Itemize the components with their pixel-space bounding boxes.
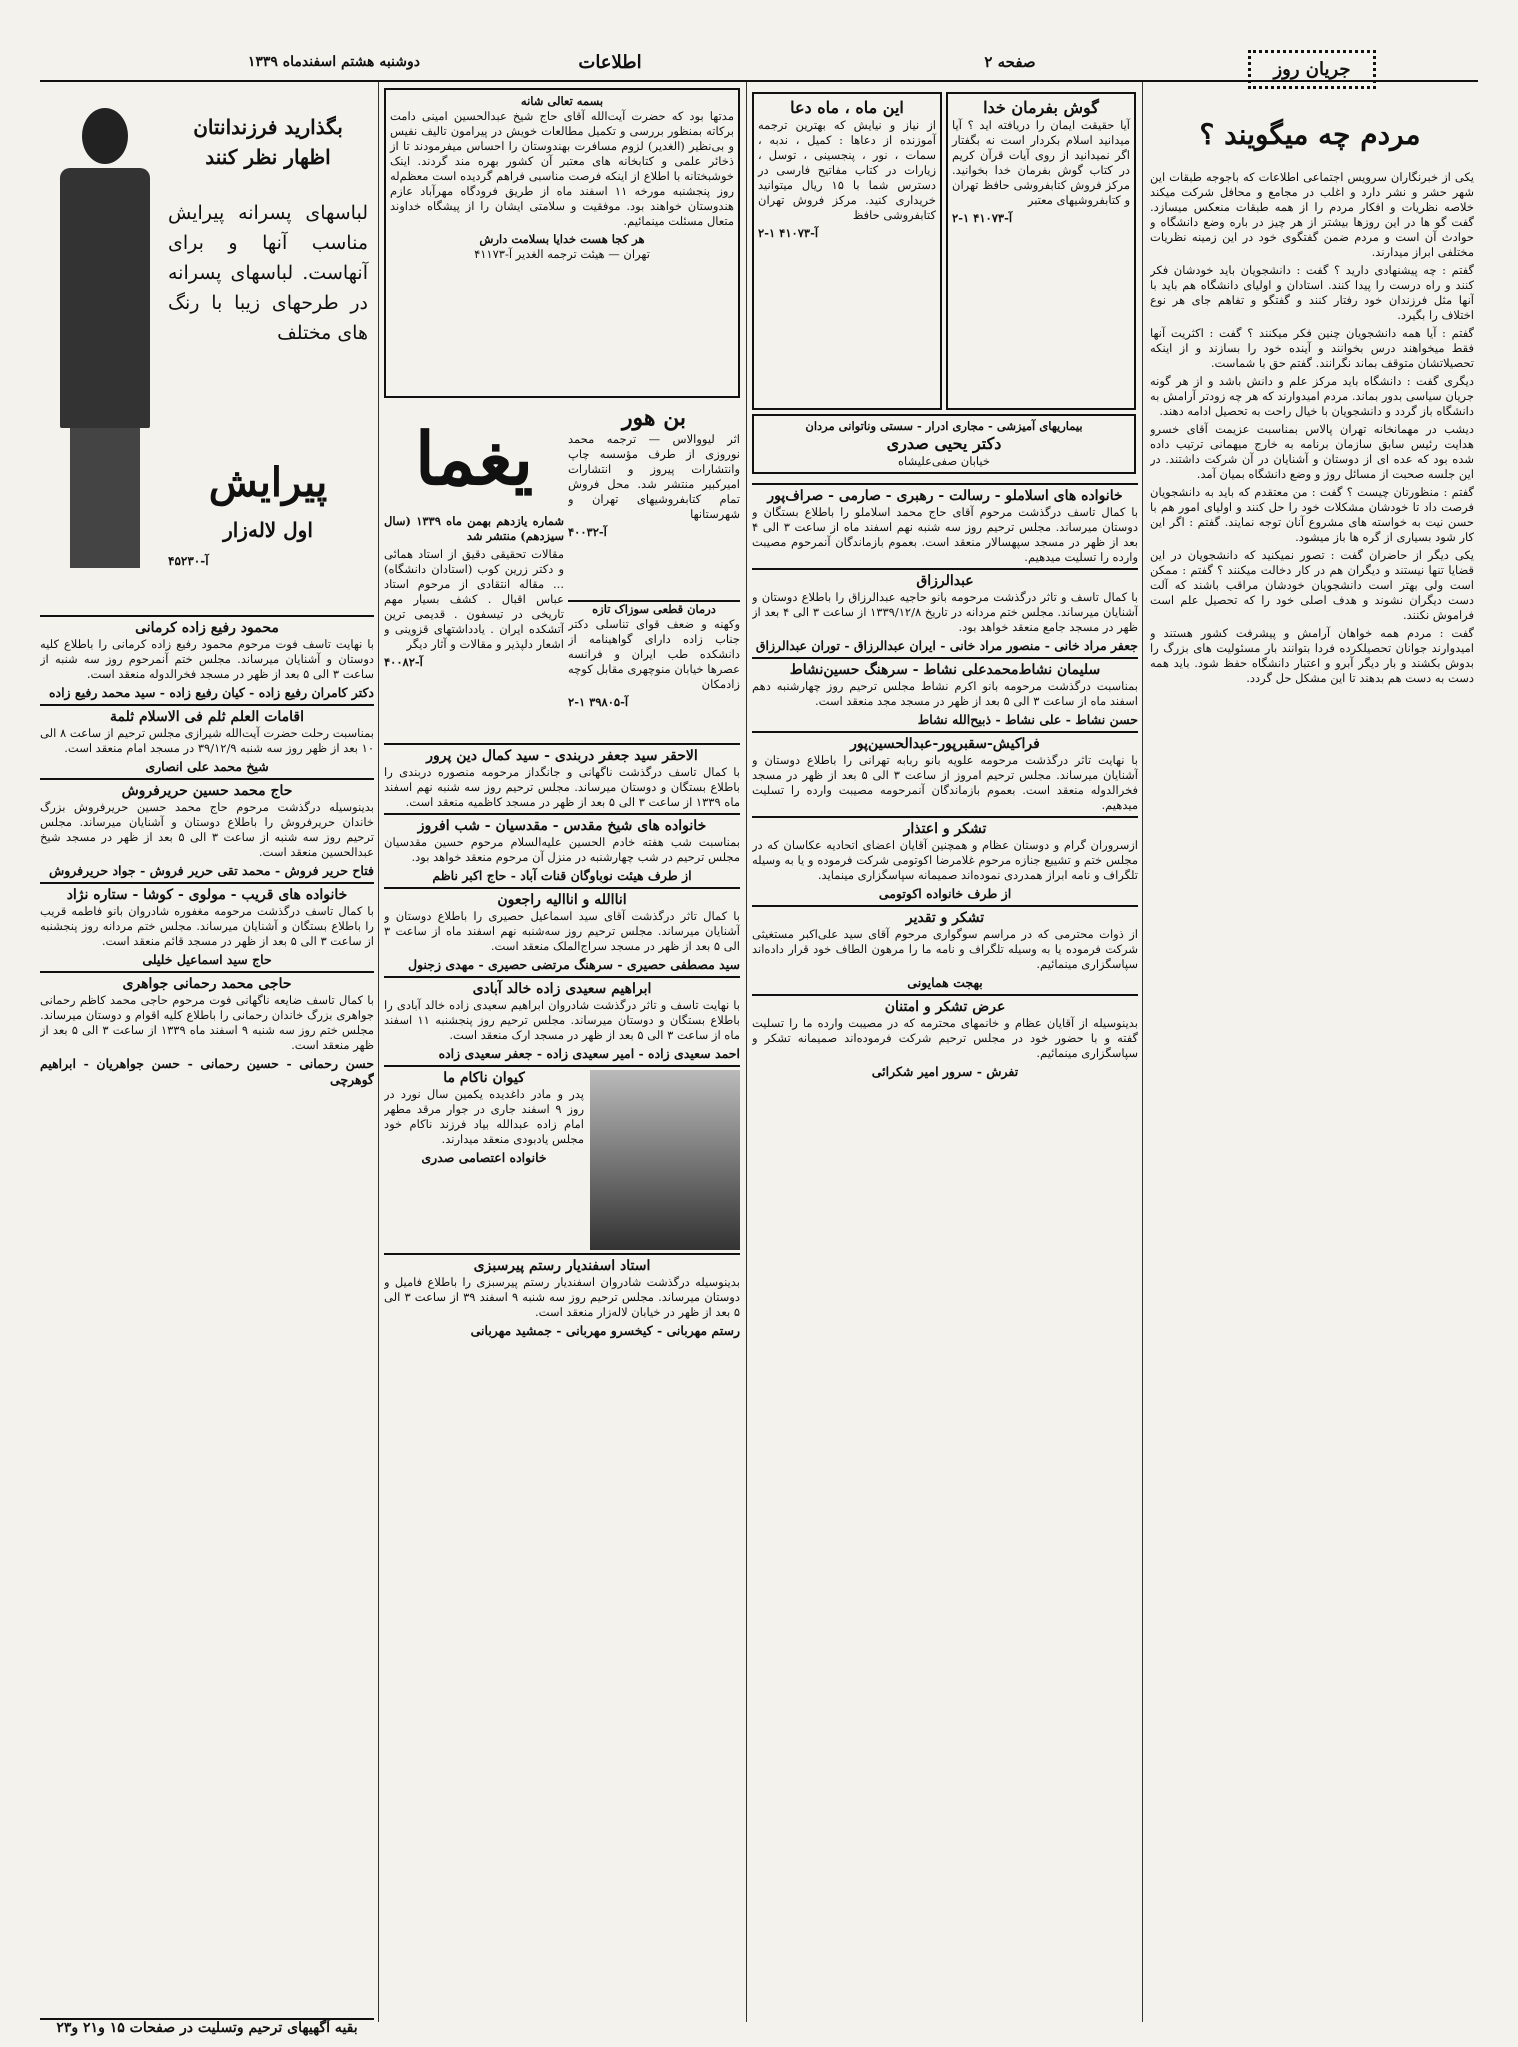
notice (384, 743, 740, 810)
quran-ad-ref: تهران — هیئت ترجمه الغدیر آ-۴۱۱۷۳ (474, 247, 650, 261)
notice-body: بمناسبت رحلت حضرت آیت‌الله شیرازی مجلس ترحیم از ساعت ۸ الی ۱۰ بعد از ظهر روز سه شنبه ۳۹/۱۲/۹ در مسجد امام منعقد است. (40, 726, 374, 755)
header-page: صفحه ۲ (984, 53, 1036, 71)
notice-body: با نهایت تاثر درگذشت مرحومه علویه بانو ربابه تهرانی را باطلاع دوستان و آشنایان میرساند. مجلس ترحیم امروز از ساعت ۳ الی ۵ بعد از ظهر در مسجد فخرالدوله منعقد است. بعموم بازماندگان آنمرحومه مصیبت وارده را تسلیت میدهیم. (752, 753, 1138, 812)
notice-sign: از طرف هیئت نوباوگان قنات آباد - حاج اکبر ناظم (432, 868, 692, 883)
paragraph: دیگری گفت : دانشگاه باید مرکز علم و دانش باشد و از هر گونه جریان سیاسی بدور بماند. مردم امیدوارند که هر چه زودتر آرامش به دانشگاه باز گردد و دانشجویان با خیال راحت به تحصیل ادامه دهند. (1150, 374, 1474, 418)
clothing-address: اول لاله‌زار (223, 518, 313, 542)
notice (40, 882, 374, 968)
corner-box: جریان روز (1248, 50, 1376, 89)
notice-sign: دکتر کامران رفیع زاده - کیان رفیع زاده - سید محمد رفیع زاده (48, 685, 374, 700)
notice-title: استاد اسفندیار رستم پیرسبزی (473, 1258, 651, 1274)
magazine-ref: آ-۴۰۰۸۲ (384, 655, 423, 669)
notice (384, 887, 740, 973)
notice (384, 1253, 740, 1339)
header-date: دوشنبه هشتم اسفندماه ۱۳۳۹ (247, 54, 420, 70)
quran-ad-body: مدتها بود که حضرت آیت‌الله آقای حاج شیخ عبدالحسین امینی دامت برکاته بمنظور بررسی و تکمیل مطالعات خویش در پیرامون تالیف نفیس و بی‌نظیر (الغدیر) لزوم مسافرت بهندوستان را احساس میفرمودند تا از ذخائر علمی و کتابخانه های معتبر آن کشور بهره مند گردند. اینک خوشبختانه با اطلاع از اینکه فرصت مناسبی فراهم گردیده است معظم‌له روز پنجشنبه مورخه ۱۱ اسفند ماه از طریق فرودگاه مهرآباد عازم هندوستان خواهند بود. موفقیت و سلامتی ایشان را از پیشگاه خداوند متعال مسئلت مینمائیم. (390, 109, 735, 228)
notice (752, 994, 1138, 1080)
notice-sign: بهجت همایونی (907, 975, 983, 990)
quran-ad-title: بسمه تعالی شانه (520, 94, 604, 108)
paragraph: یکی از خبرنگاران سرویس اجتماعی اطلاعات که باجوجه طبقات این شهر حشر و نشر دارد و اغلب در مجامع و محافل شرکت میکند خلاصه نظریات و افکار مردم را از همه طبقات منعکس میسازد. گفت گو ها در این روزها بیشتر از هر چیز در باره وضع دانشگاه و حوادث آن است و مردم ضمن گفتگوی خود در این زمینه نظریات مختلفی ابراز میدارند. (1150, 170, 1474, 259)
magazine-subtitle: شماره یازدهم بهمن ماه ۱۳۳۹ (سال سیزدهم) منتشر شد (384, 514, 564, 543)
book-ref: آ-۴۰۰۳۲ (568, 525, 607, 539)
notice-body: پدر و مادر داغدیده یکمین سال نورد در روز ۹ اسفند جاری در جوار مرقد مطهر امام زاده عبدالله بیاد فرزند ناکام خود مجلس یادبودی منعقد میدارند. (384, 1087, 584, 1146)
notice (752, 731, 1138, 813)
notice-sign: حسن نشاط - علی نشاط - ذبیح‌الله نشاط (917, 712, 1138, 727)
boy-illustration (50, 108, 160, 578)
notice (384, 976, 740, 1062)
clothing-ad (40, 88, 374, 608)
clothing-body: لباسهای پسرانه پیرایش مناسب آنها و برای آنهاست. لباسهای پسرانه در طرحهای زیبا با رنگ های مختلف (168, 202, 368, 344)
notice-title: اقامات العلم ثلم فی الاسلام ثلمة (110, 709, 304, 725)
notice-body: با کمال تاسف درگذشت مرحوم آقای حاج محمد اسلاملو را باطلاع بستگان و دوستان میرساند. مجلس ترحیم روز سه شنبه نهم اسفند ماه از ساعت ۳ الی ۴ بعد از ظهر در مسجد سپهسالار منعقد است. بعموم بازماندگان آنمرحوم مصیبت وارده را تسلیت میدهیم. (752, 505, 1138, 564)
notice (40, 778, 374, 879)
notice-title: اناالله و اناالیه راجعون (497, 892, 627, 908)
notice-title: تشکر و تقدیر (905, 910, 985, 926)
right-column-text (1150, 170, 1474, 2030)
quran-ad-footer: هر کجا هست خدایا بسلامت دارش (479, 232, 645, 246)
doctor-ad-title: بیماریهای آمیزشی - مجاری ادرار - سستی وناتوانی مردان (805, 419, 1083, 433)
notice-title: فراکیش-سقبرپور-عبدالحسین‌پور (850, 736, 1040, 752)
quran-ad (384, 88, 740, 398)
notice-body: با کمال تاسف درگذشت ناگهانی و جانگداز مرحومه منصوره دربندی را باطلاع بستگان و دوستان میرساند. مجلس ترحیم روز سه شنبه نهم اسفند ماه ۱۳۳۹ از ساعت ۳ الی ۵ بعد از ظهر در مسجد کاظمیه منعقد است. (384, 765, 740, 809)
notice-title: خانواده های شیخ مقدس - مقدسیان - شب افروز (417, 818, 707, 834)
notice (384, 813, 740, 884)
notice-title: سلیمان نشاط‌محمدعلی نشاط - سرهنگ حسین‌نشاط (789, 662, 1101, 678)
notice (752, 816, 1138, 902)
notice-sign: حسن رحمانی - حسین رحمانی - حسن جواهریان - ابراهیم گوهرچی (40, 1056, 374, 1087)
headline: مردم چه میگویند ؟ (1199, 118, 1421, 151)
paragraph: گفتم : آیا همه دانشجویان چنین فکر میکنند ؟ گفت : اکثریت آنها فقط میخواهند درس بخوانند و آینده خود را بسازند و از اینکه تحصیلاتشان متوقف بماند نگرانند. گفتم حق با شماست. (1150, 326, 1474, 370)
notice-body: ازسروران گرام و دوستان عظام و همچنین آقایان اعضای اتحادیه عکاسان که در مجلس ختم و تشییع جنازه مرحوم غلامرضا اکوتومی شرکت فرموده و یا به وسیله تلگراف و نامه ابراز همدردی نموده‌اند صمیمانه سپاسگزاری مینماید. (752, 838, 1138, 882)
doctor-name: دکتر یحیی صدری (886, 434, 1002, 453)
clothing-heading: بگذارید فرزندانتان اظهار نظر کنند (193, 115, 343, 169)
notice-title: عرض تشکر و امتنان (884, 999, 1006, 1015)
notice-sign: تفرش - سرور امیر شکرائی (871, 1064, 1019, 1079)
magazine-ad (384, 404, 564, 734)
notice-sign: شیخ محمد علی انصاری (145, 759, 269, 774)
paragraph: یکی دیگر از حاضران گفت : تصور نمیکنید که دانشجویان در این قضایا تنها نیستند و دیگران هم در کار دخالت میکنند ؟ گفتم : ممکن است ولی بهتر است دانشجویان خودشان مراقب باشند که آلت دست دیگران نشوند و هدف اصلی خود را که تحصیل علم است فراموش نکنند. (1150, 548, 1474, 622)
book-body: اثر لیووالاس — ترجمه محمد نوروزی از طرف مؤسسه چاپ وانتشارات پیروز و انتشارات امیرکبیر منتشر شد. محل فروش تمام کتابفروشیهای تهران و شهرستانها (568, 432, 740, 521)
notice-sign: از طرف خانواده اکوتومی (878, 886, 1012, 901)
clothing-brand: پیرایش (208, 459, 328, 506)
boy-body (60, 168, 150, 428)
notice-sign: رستم مهربانی - کیخسرو مهربانی - جمشید مهربانی (470, 1323, 740, 1338)
mid-notices (752, 480, 1138, 2020)
doctor-address: خیابان صفی‌علیشاه (898, 454, 990, 468)
notice-body: بدینوسیله درگذشت مرحوم حاج محمد حسین حریرفروش بزرگ خاندان حریرفروش را باطلاع دوستان و آشنایان میرساند. مجلس ترحیم روز سه شنبه از ساعت ۳ الی ۵ بعد از ظهر در مسجد شیخ عبدالحسین منعقد است. (40, 800, 374, 859)
notice (384, 1065, 740, 1250)
ad-ref: آ-۴۱۰۷۳ ۱-۲ (952, 211, 1013, 225)
cure-ref: آ-۳۹۸۰۵ ۱-۲ (568, 695, 629, 709)
notice-title: تشکر و اعتذار (903, 821, 987, 837)
book-title: بن هور (621, 405, 687, 431)
notice (40, 971, 374, 1088)
footer-note: بقیه آگهیهای ترحیم وتسلیت در صفحات ۱۵ و۲۱ و۲۳ (40, 2018, 374, 2042)
notice-title: حاج محمد حسین حریرفروش (121, 783, 293, 799)
paragraph: دیشب در مهمانخانه تهران پالاس بمناسبت عزیمت آقای خسرو هدایت رئیس سابق سازمان برنامه به خارج میهمانی ترتیب داده شده بود که عده ای از دوستان و آشنایان در آن شرکت داشتند. در این جلسه صحبت از مسائل روز و وضع دانشگاه بمیان آمد. (1150, 422, 1474, 481)
ad-body: از نیاز و نیایش که بهترین ترجمه آموزنده از دعاها : کمیل ، ندبه ، سمات ، نور ، پنجسینی ، توسل ، زیارات در کتاب مفاتیح فارسی در دسترس شما با ۱۵ ریال میتوانید خریداری کنید. مرکز فروش تهران کتابفروشی حافظ (758, 118, 936, 222)
boy-head (82, 108, 128, 164)
center-notices (384, 740, 740, 2020)
cure-ad (568, 600, 740, 736)
magazine-body: مقالات تحقیقی دقیق از استاد همائی و دکتر زرین کوب (استادان دانشگاه) ... مقاله انتقادی از مرحوم استاد عباس اقبال . کشف بسیار مهم تاریخی در تیسفون . قدیمی ترین آتشکده ایران . یادداشتهای قزوینی و اشعار دلپذیر و مقالات و آثار دیگر (384, 547, 564, 651)
clothing-ref: آ-۴۵۲۳۰ (168, 554, 209, 568)
book-ad (568, 404, 740, 594)
boy-legs (70, 428, 140, 568)
cure-body: وکهنه و ضعف قوای تناسلی دکتر جناب زاده دارای گواهینامه از دانشکده طب ایران و فرانسه عصرها خیابان منوچهری مقابل کوچه زادمکان (568, 617, 740, 691)
notice-body: با نهایت تاسف و تاثر درگذشت شادروان ابراهیم سعیدی زاده خالد آبادی را باطلاع بستگان و دوستان میرساند. مجلس ترحیم روز پنجشنبه ۱۱ اسفند ماه از ساعت ۳ الی ۵ بعد از ظهر در مسجد ارک منعقد است. (384, 998, 740, 1042)
notice-body: با کمال تاسف و تاثر درگذشت مرحومه بانو حاجیه عبدالرزاق را باطلاع دوستان و آشنایان میرساند. مجلس ختم مردانه در تاریخ ۱۳۳۹/۱۲/۸ از ساعت ۳ الی ۴ بعد از ظهر در مسجد جامع منعقد خواهد بود. (752, 590, 1138, 634)
cure-title: درمان قطعی سوزاک تازه (592, 602, 716, 616)
notice-body: بدینوسیله درگذشت شادروان اسفندیار رستم پیرسبزی را باطلاع فامیل و دوستان میرساند. مجلس ترحیم روز سه شنبه ۹ اسفند ۳۹ از ساعت ۳ الی ۵ بعد از ظهر در خیابان لاله‌زار منعقد است. (384, 1275, 740, 1319)
notice-title: کیوان ناکام ما (443, 1070, 525, 1086)
notice-title: حاجی محمد رحمانی جواهری (122, 976, 292, 992)
notice-body: از ذوات محترمی که در مراسم سوگواری مرحوم آقای سید علی‌اکبر مستغیثی شرکت فرموده یا به وسیله تلگراف و نامه ما را مرهون الطاف خود قرار داده‌اند سپاسگزاری مینمائیم. (752, 927, 1138, 971)
notice-sign: حاج سید اسماعیل خلیلی (142, 952, 272, 967)
notice (752, 483, 1138, 565)
notice-sign: فتاح حریر فروش - محمد تقی حریر فروش - جواد حریرفروش (48, 863, 374, 878)
notice-title: خانواده های اسلاملو - رسالت - رهبری - صارمی - صراف‌پور (767, 488, 1123, 504)
notice-title: ابراهیم سعیدی زاده خالد آبادی (472, 981, 652, 997)
notice-sign: احمد سعیدی زاده - امیر سعیدی زاده - جعفر سعیدی زاده (438, 1046, 740, 1061)
ad-box (946, 92, 1136, 410)
paragraph: گفت : مردم همه خواهان آرامش و پیشرفت کشور هستند و امیدوارند جوانان تحصیلکرده فردا بتوانند بار مسئولیت های بزرگ را بدوش بکشند و بار دیگر آبرو و اعتبار دانشگاه حفظ شود. باید همه دست به دست هم بدهند تا این مشکل حل گردد. (1150, 626, 1474, 685)
notice-sign: جعفر مراد خانی - منصور مراد خانی - ایران عبدالرزاق - توران عبدالرزاق (755, 638, 1138, 653)
ad-title: این ماه ، ماه دعا (790, 98, 904, 117)
paragraph: گفتم : منظورتان چیست ؟ گفت : من معتقدم که باید به دانشجویان فرصت داد تا خودشان مشکلات خود را حل کنند و اولیای امور هم با حسن نیت به خواسته های مشروع آنان توجه نمایند. گفتم : اگر این کار شود بسیاری از گره ها باز میشود. (1150, 485, 1474, 544)
notice-body: با کمال تاسف ضایعه ناگهانی فوت مرحوم حاجی محمد کاظم رحمانی جواهری بزرگ خاندان رحمانی را باطلاع کلیه اقوام و دوستان میرساند. مجلس ختم روز سه شنبه ۹ اسفند ماه ۱۳۳۹ از ساعت ۳ الی ۵ بعد از ظهر منعقد است. (40, 993, 374, 1052)
notice (752, 568, 1138, 654)
notice-title: خانواده های قریب - مولوی - کوشا - ستاره نژاد (66, 887, 348, 903)
notice-body: با کمال تاسف درگذشت مرحومه مغفوره شادروان بانو فاطمه قریب را باطلاع بستگان و آشنایان میرساند. مجلس ختم مردانه روز پنجشنبه از ساعت ۳ الی ۵ بعد از ظهر در مسجد قائم منعقد است. (40, 904, 374, 948)
notice-title: عبدالرزاق (916, 573, 974, 589)
notice-body: بدینوسیله از آقایان عظام و خانمهای محترمه که در مصیبت وارده ما را تسلیت گفته و با حضور خود در مجلس ترحیم شرکت فرموده‌اند صمیمانه تشکر و سپاسگزاری مینمائیم. (752, 1016, 1138, 1060)
portrait (590, 1070, 740, 1250)
notice (752, 905, 1138, 991)
column-rule (378, 82, 379, 2022)
notice-body: با کمال تاثر درگذشت آقای سید اسماعیل حصیری را باطلاع دوستان و آشنایان میرساند. مجلس ترحیم روز سه‌شنبه نهم اسفند ماه از ساعت ۳ الی ۵ بعد از ظهر در مسجد سراج‌الملک منعقد است. (384, 909, 740, 953)
column-rule (746, 82, 747, 2022)
notice-title: محمود رفیع زاده کرمانی (135, 620, 279, 636)
notice-body: بمناسبت شب هفته خادم الحسین علیه‌السلام مرحوم حسین مقدسیان مجلس ترحیم در شب چهارشنبه در منزل آن مرحوم منعقد خواهد بود. (384, 835, 740, 864)
notice-sign: خانواده اعتصامی صدری (421, 1150, 547, 1165)
ad-body: آیا حقیقت ایمان را دریافته اید ؟ آیا میدانید اسلام بکردار است نه بگفتار اگر نمیدانید از روی آیات قرآن کریم در کتاب گوش بفرمان خدا بخوانید. مرکز فروش کتابفروشی حافظ تهران و کتابفروشیهای معتبر (952, 118, 1130, 207)
notice-body: با نهایت تاسف فوت مرحوم محمود رفیع زاده کرمانی را باطلاع کلیه دوستان و آشنایان میرساند. مجلس ختم آنمرحوم روز سه شنبه از ساعت ۳ الی ۵ بعد از ظهر در مسجد فخرالدوله منعقد است. (40, 637, 374, 681)
doctor-ad (752, 414, 1136, 474)
notice (752, 657, 1138, 728)
header-paper: اطلاعات (578, 51, 642, 73)
magazine-logo: یغما (414, 416, 534, 501)
left-notices (40, 612, 374, 2012)
notice (40, 704, 374, 775)
ad-box (752, 92, 942, 410)
paragraph: گفتم : چه پیشنهادی دارید ؟ گفت : دانشجویان باید خودشان فکر کنند و راه درست را پیدا کنند. استادان و اولیای دانشگاه هم باید با آنها مثل فرزندان خود رفتار کنند و گفتگو و تفاهم جای هر نوع اختلاف را بگیرد. (1150, 263, 1474, 322)
notice-body: بمناسبت درگذشت مرحومه بانو اکرم نشاط مجلس ترحیم روز چهارشنبه دهم اسفند ماه از ساعت ۳ الی ۵ بعد از ظهر در مسجد مجد منعقد است. (752, 679, 1138, 708)
ad-ref: آ-۴۱۰۷۳ ۱-۲ (758, 226, 819, 240)
notice-sign: سید مصطفی حصیری - سرهنگ مرتضی حصیری - مهدی زجنول (407, 957, 740, 972)
ad-title: گوش بفرمان خدا (983, 98, 1099, 117)
column-rule (1142, 82, 1143, 2022)
notice-title: الاحقر سید جعفر دربندی - سید کمال دین پرور (426, 748, 698, 764)
notice (40, 615, 374, 701)
